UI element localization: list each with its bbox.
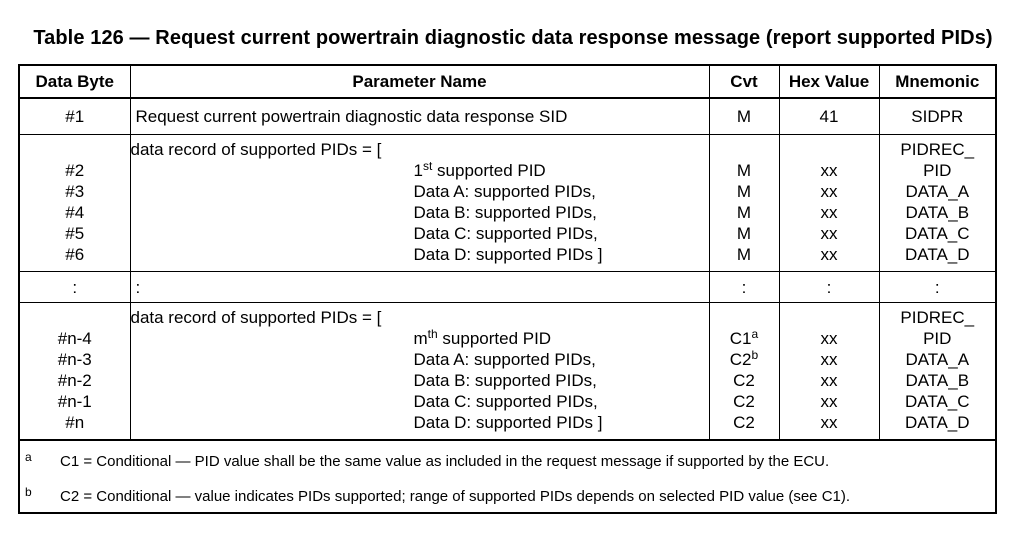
table-row-first-record: [19, 135, 996, 272]
cell-hex-values: [779, 303, 879, 441]
cell-byte: #1: [19, 98, 130, 135]
hex-value: xx: [820, 413, 838, 432]
cell-parameter: :: [130, 272, 709, 303]
byte-label: #2: [65, 161, 85, 180]
mnemonic-value: PIDREC_: [900, 308, 975, 327]
cell-mnemonic: SIDPR: [879, 98, 996, 135]
parameter-label: Data C: supported PIDs,: [413, 224, 598, 243]
cvt-value: M: [736, 203, 752, 222]
hex-value: xx: [820, 182, 838, 201]
header-row: [19, 65, 996, 98]
byte-label: #6: [65, 245, 85, 264]
parameter-label: Data D: supported PIDs ]: [413, 413, 603, 432]
footnote-a: [20, 441, 995, 476]
mnemonic-value: PID: [923, 329, 952, 348]
cell-mnemonic: :: [879, 272, 996, 303]
parameter-label: Data C: supported PIDs,: [413, 392, 598, 411]
footnote-text: C2 = Conditional — value indicates PIDs supported; range of supported PIDs depends on selected PID value (see C1).: [60, 488, 851, 505]
parameter-label: Data D: supported PIDs ]: [413, 245, 603, 264]
cell-hex: 41: [779, 98, 879, 135]
cvt-value: C1$^a$: [729, 327, 759, 348]
mnemonic-value: DATA_A: [905, 182, 970, 201]
mnemonic-value: PIDREC_: [900, 140, 975, 159]
header-data-byte: Data Byte: [19, 65, 130, 98]
cell-hex: :: [779, 272, 879, 303]
cvt-value: C2: [733, 413, 755, 432]
parameter-label: Data B: supported PIDs,: [413, 371, 597, 390]
parameter-label: $m^{th}$ supported PID: [413, 327, 552, 348]
parameter-label: Data A: supported PIDs,: [413, 350, 596, 369]
byte-label: #5: [65, 224, 85, 243]
cvt-value: M: [736, 182, 752, 201]
parameter-label: 1st supported PID: [413, 159, 546, 180]
cell-hex-values: [779, 135, 879, 272]
byte-label: #n-3: [57, 350, 92, 369]
cell-cvt: M: [709, 98, 779, 135]
hex-value: xx: [820, 161, 838, 180]
header-hex-value: Hex Value: [779, 65, 879, 98]
cvt-value: M: [736, 245, 752, 264]
cell-mnemonics: [879, 135, 996, 272]
cell-cvts: [709, 303, 779, 441]
mnemonic-value: DATA_D: [904, 413, 970, 432]
mnemonic-value: DATA_C: [904, 224, 970, 243]
byte-label: #4: [65, 203, 85, 222]
mnemonic-value: DATA_B: [905, 371, 970, 390]
cvt-value: C2$^b$: [729, 348, 759, 369]
cell-cvt: :: [709, 272, 779, 303]
hex-value: xx: [820, 203, 838, 222]
cell-bytes: [19, 135, 130, 272]
parameter-label: Data A: supported PIDs,: [413, 182, 596, 201]
cell-bytes: [19, 303, 130, 441]
footnote-marker: b: [25, 485, 32, 499]
byte-label: #n-2: [57, 371, 92, 390]
footnote-text: C1 = Conditional — PID value shall be the same value as included in the request message if supported by the ECU.: [60, 453, 830, 470]
cell-mnemonics: [879, 303, 996, 441]
byte-label: #n-4: [57, 329, 92, 348]
cell-byte: :: [19, 272, 130, 303]
footnotes-cell: [19, 440, 996, 513]
table-footnotes: [19, 440, 996, 513]
cell-parameter: Request current powertrain diagnostic data response SID: [130, 98, 709, 135]
footnote-marker: a: [25, 450, 32, 464]
cvt-value: M: [736, 224, 752, 243]
parameter-label: Data B: supported PIDs,: [413, 203, 597, 222]
cell-parameters: [130, 303, 709, 441]
table-row-sid: [19, 98, 996, 135]
mnemonic-value: DATA_C: [904, 392, 970, 411]
footnote-b: [20, 476, 995, 511]
cvt-value: M: [736, 161, 752, 180]
hex-value: xx: [820, 224, 838, 243]
cvt-value: C2: [733, 392, 755, 411]
mnemonic-value: DATA_D: [904, 245, 970, 264]
header-parameter-name: Parameter Name: [130, 65, 709, 98]
hex-value: xx: [820, 371, 838, 390]
byte-label: #n-1: [57, 392, 92, 411]
cell-cvts: [709, 135, 779, 272]
pid-response-table: [18, 64, 997, 514]
header-cvt: Cvt: [709, 65, 779, 98]
table-row-last-record: [19, 303, 996, 441]
header-mnemonic: Mnemonic: [879, 65, 996, 98]
table-title: Table 126 — Request current powertrain diagnostic data response message (report supported PIDs): [33, 27, 993, 49]
mnemonic-value: PID: [923, 161, 952, 180]
byte-label: #n: [65, 413, 85, 432]
cell-parameters: [130, 135, 709, 272]
record-heading: data record of supported PIDs = [: [130, 308, 382, 327]
byte-label: #3: [65, 182, 85, 201]
table-row-continuation: [19, 272, 996, 303]
cvt-value: C2: [733, 371, 755, 390]
hex-value: xx: [820, 392, 838, 411]
record-heading: data record of supported PIDs = [: [130, 140, 382, 159]
mnemonic-value: DATA_B: [905, 203, 970, 222]
hex-value: xx: [820, 350, 838, 369]
mnemonic-value: DATA_A: [905, 350, 970, 369]
hex-value: xx: [820, 329, 838, 348]
hex-value: xx: [820, 245, 838, 264]
